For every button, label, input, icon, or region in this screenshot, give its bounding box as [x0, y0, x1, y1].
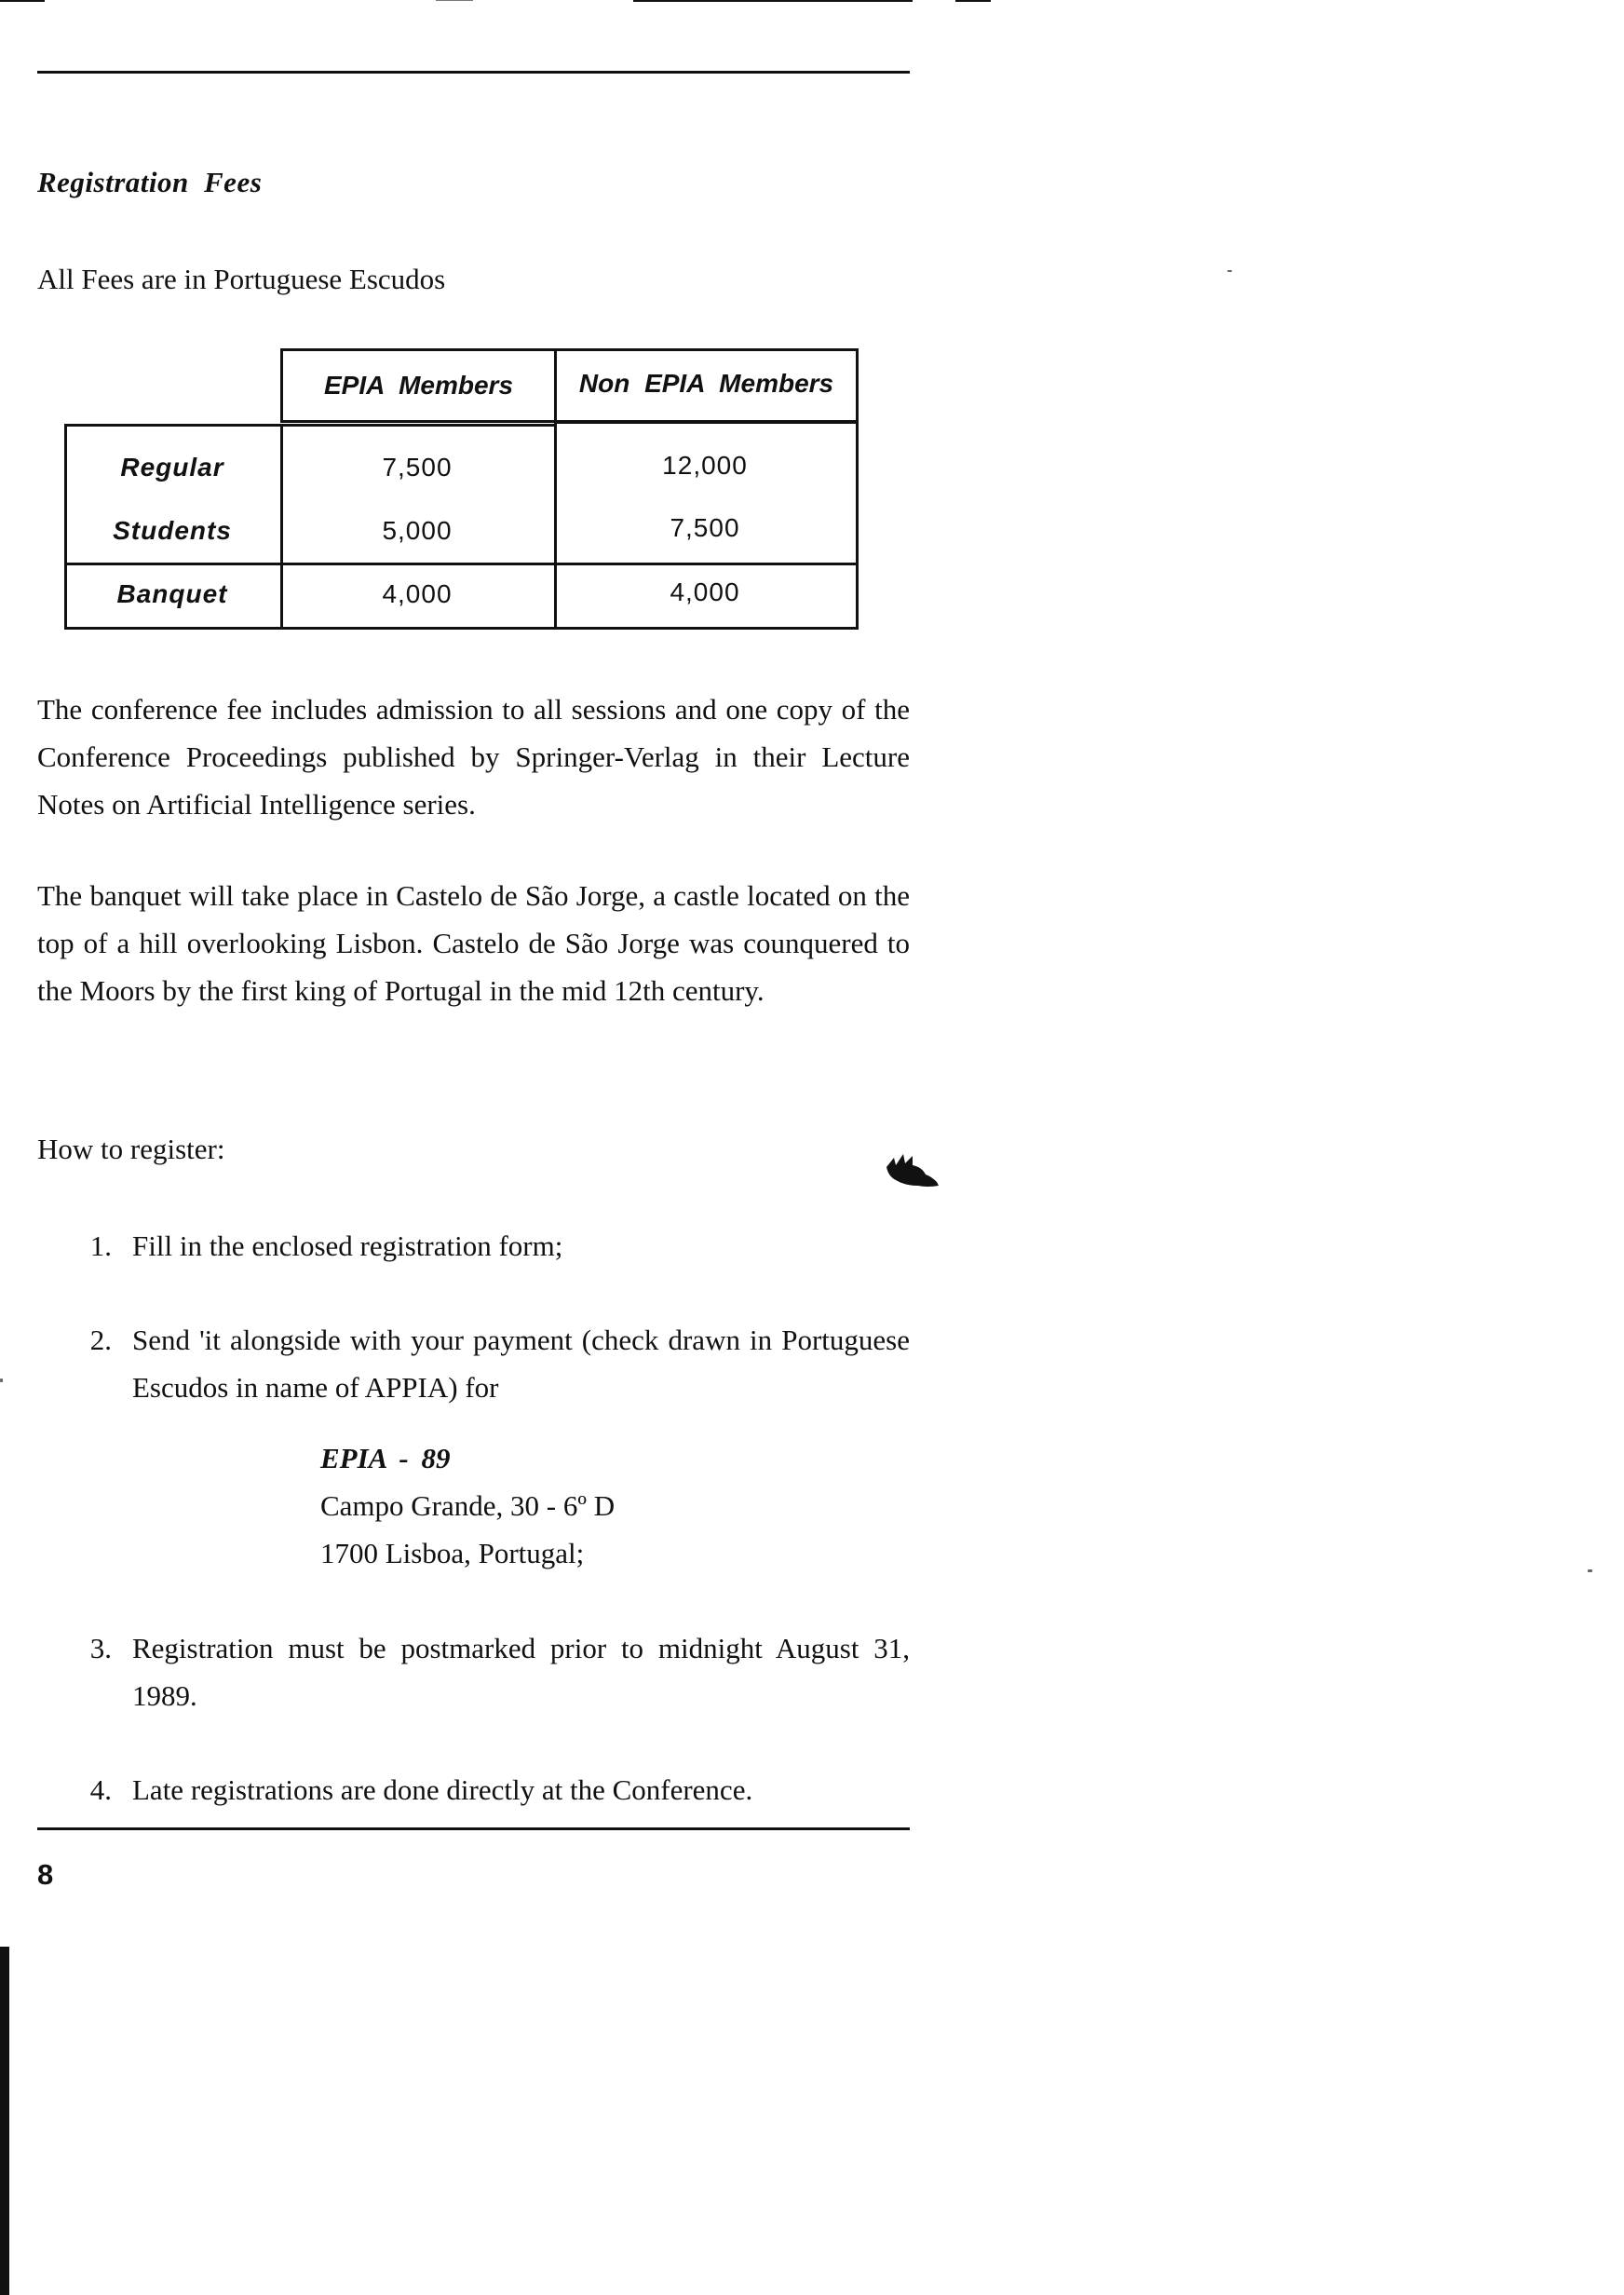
address-name: EPIA - 89	[320, 1442, 451, 1474]
scan-speck	[1227, 270, 1232, 272]
step-text: Send 'it alongside with your payment (check drawn in Portuguese Escudos in name of APPIA) for	[132, 1324, 910, 1404]
how-to-register-heading: How to register:	[37, 1133, 225, 1165]
row-label-students: Students	[113, 516, 232, 545]
step-number: 4.	[89, 1773, 112, 1806]
scan-artifact-top-far-right	[955, 0, 991, 2]
table-cell: 7,500	[382, 453, 453, 482]
scan-binding-edge	[0, 1947, 9, 2295]
step-text: Registration must be postmarked prior to midnight August 31, 1989.	[132, 1632, 910, 1712]
step-number: 1.	[89, 1229, 112, 1262]
footer-rule	[37, 1827, 910, 1830]
table-cell: 4,000	[382, 579, 453, 608]
row-label-regular: Regular	[120, 453, 224, 482]
column-header-epia-members: EPIA Members	[323, 371, 514, 400]
table-cell: 5,000	[382, 516, 453, 545]
scan-artifact-top-mid	[436, 0, 473, 1]
scan-speck	[0, 1378, 3, 1382]
paragraph-banquet: The banquet will take place in Castelo de São Jorge, a castle located on the top of a hill overlooking Lisbon. Castelo de São Jorge was counquered to the Moors by the first king of Portugal in the mid 12th century.	[37, 879, 910, 1007]
column-header-non-epia-members: Non EPIA Members	[578, 369, 834, 398]
address-line: 1700 Lisboa, Portugal;	[320, 1537, 585, 1569]
table-cell: 4,000	[670, 577, 740, 606]
scan-speck	[1588, 1569, 1592, 1572]
scan-artifact-top-right	[633, 0, 913, 2]
step-text: Fill in the enclosed registration form;	[132, 1229, 563, 1262]
step-number: 2.	[89, 1324, 112, 1356]
step-text: Late registrations are done directly at the Conference.	[132, 1773, 753, 1806]
header-rule	[37, 71, 910, 74]
step-number: 3.	[89, 1632, 112, 1664]
table-cell: 12,000	[662, 451, 748, 480]
bird-icon	[885, 1150, 941, 1189]
mailing-address	[320, 1434, 615, 1577]
currency-note: All Fees are in Portuguese Escudos	[37, 263, 446, 295]
page-number: 8	[37, 1858, 54, 1891]
paragraph-conference-fee: The conference fee includes admission to all sessions and one copy of the Conference Proceedings published by Springer-Verlag in their Lecture Notes on Artificial Intelligence series.	[37, 693, 910, 821]
row-label-banquet: Banquet	[116, 579, 228, 608]
fee-table-value-cell	[554, 421, 859, 565]
section-title: Registration Fees	[37, 166, 263, 198]
table-cell: 7,500	[670, 513, 740, 542]
address-line: Campo Grande, 30 - 6º D	[320, 1489, 616, 1522]
scan-artifact-top-left	[0, 0, 45, 2]
